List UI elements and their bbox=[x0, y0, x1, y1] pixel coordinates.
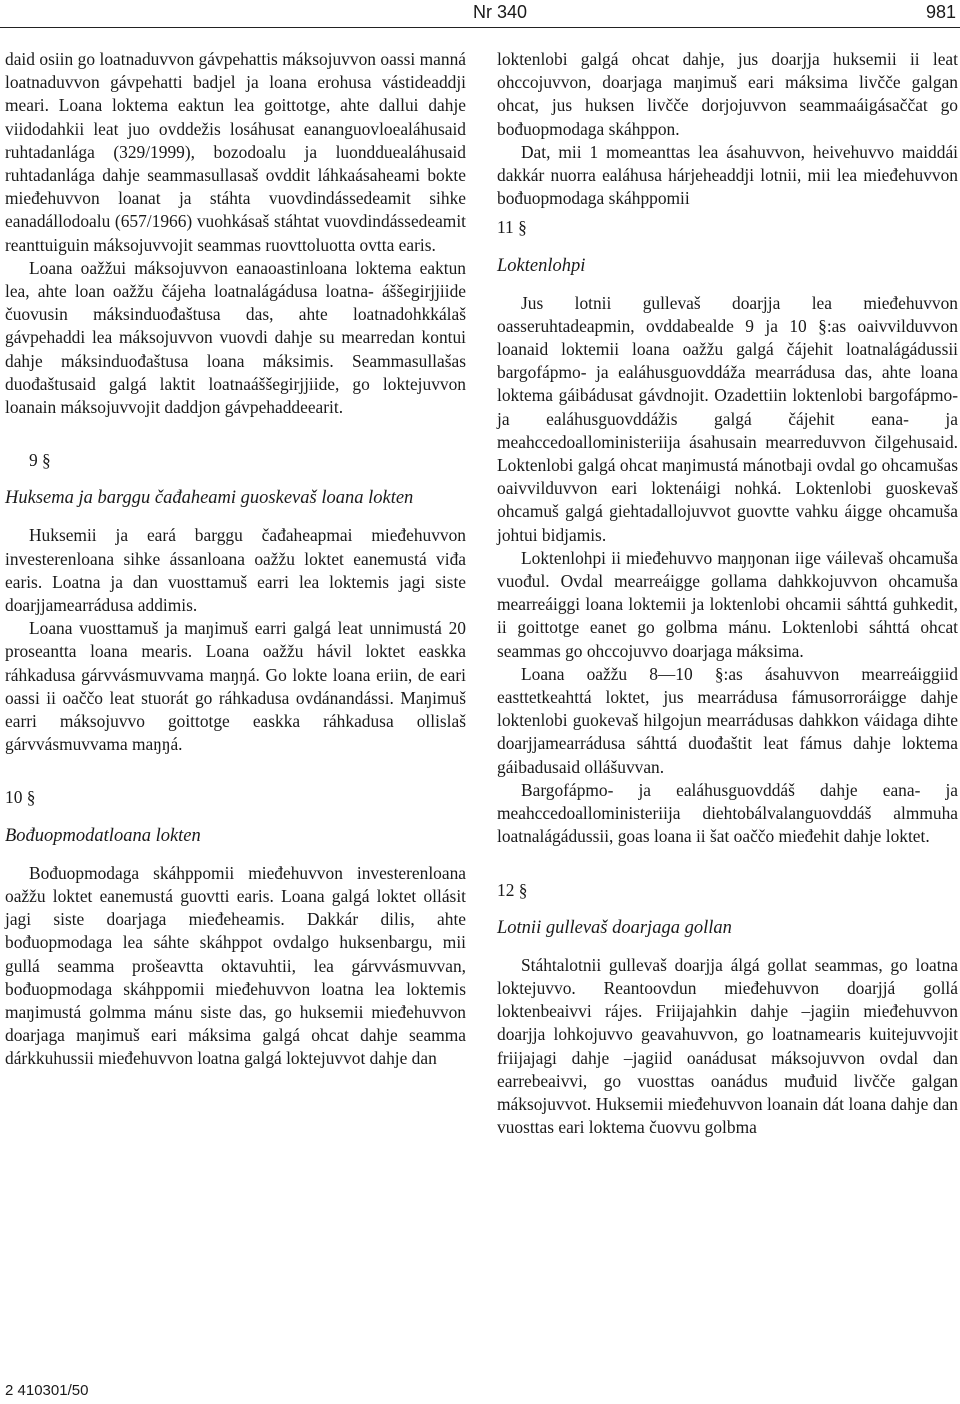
paragraph: Loana oažžu 8—10 §:as ásahuvvon mearreáiggiid easttetkeahttá loktet, jus mearrádusa fámusorroráigge dahje loktenlobi guokevaš hilgojun mearrádusas dahkkon váidaga dihte doarjjamearrádusa sáhttá duođaštit leat fámus dahje loktema gáibadusaid ollášuvvan. bbox=[497, 663, 958, 777]
paragraph: loktenlobi galgá ohcat dahje, jus doarjja huksemii ii leat ohccojuvvon, doarjaga maŋimuš eari máksima livčče galgan ohcat, jus huksen livčče dorjojuvvon seammaáigásaččat go bođuopmodaga skáhppon. bbox=[497, 49, 958, 139]
paragraph: Loktenlohpi ii mieđehuvvo maŋŋonan iige váilevaš ohcamuša vuođul. Ovdal mearreáigge gollama dahkkojuvvon ohcamuša mearreáiggi loana loktemii ja loktenlobi ohcamii sáhttá guhkedit, ii goittotge eanet go golbma mánu. Loktenlobi sáhttá ohcat seammas go ohccojuvvo doarjaga máksima. bbox=[497, 547, 958, 661]
issue-number: Nr 340 bbox=[472, 2, 528, 22]
paragraph: Dat, mii 1 momeanttas lea ásahuvvon, heivehuvvo maiddái dakkár nuorra ealáhusa hárjeheaddji lotnii, mii lea mieđehuvvon bođuopmodaga skáhppomii bbox=[497, 141, 958, 209]
paragraph: Stáhtalotnii gullevaš doarjja álgá gollat seammas, go loatna loktejuvvo. Reantoovdun mieđehuvvon doarjjá gollá loktenbeaivvi rájes. Friijajahkin dahje –jagiin mieđehuvvon doarjja lohkojuvvo geavahuvvon, go loatnamearis kuitejuvvojit friijajagi dahje –jagiid oanádusat máksojuvvon ovdal dan earrebeaivvi, go vuosttas oanádus muđuid livčče galgan máksojuvvot. Huksemii mieđehuvvon loanain dát loana dahje dan vuosttas eari loktema čuovvu golbma bbox=[497, 954, 958, 1138]
paragraph: Loana oažžui máksojuvvon eanaoastinloana loktema eaktun lea, ahte loan oažžu čájeha loatnalágádusa loatna- áššegirjjiide čuovusin máksinduođaštusa das, ahte loatnadohkkálaš gávpehaddi lea máksojuvvon vuovdi dahje su mearredan kontui dahje máksinduođaštusa loana máksimis. Seammasullašas duođaštusaid galgá laktit loatnaáššegirjjiide, go loktejuvvon loanain máksojuvvojit daddjon gávpehaddeearit. bbox=[5, 257, 466, 418]
paragraph: Bođuopmodaga skáhppomii mieđehuvvon investerenloana oažžu loktet eanemustá guovtti earis. Loana galgá loktet ollásit jagi siste doarjaga mieđeheamis. Dakkár dilis, ahte bođuopmodaga lea sáhte skáhppot ovdalgo huksenbargu, mii gullá seamma prošeavtta oktavuhtii, lea gárvvásmuvvan, bođuopmodaga skáhppomii mieđehuvvon loatna lea loktemis maŋimustá golmma mánu siste das, go huksemii mieđehuvvon doarjaga maŋimuš eari máksima galgá ohcat dahje seamma dárkkuhussii mieđehuvvon loatna galgá loktejuvvot dahje dan bbox=[5, 862, 466, 1069]
paragraph: Jus lotnii gullevaš doarjja lea mieđehuvvon oasseruhtadeapmin, ovddabealde 9 ja 10 §:as oaivvilduvvon loanaid loktemii loana oažžu galgá čájehit loatnalágádussii bargofápmo- ja ealáhusguovddáža mearrádusa das, ahte loana loktema gáibádusat gávdnojit. Ozadettiin loktenlobi bargofápmo- ja ealáhusguovddážis galgá čájehit eana- ja meahccedoalloministeriija ásahusain mearreduvvon čilgehusaid. Loktenlobi galgá ohcat maŋimustá mánotbaji ovdal go ohcamušas oaivvilduvvon eari loktenáigi nohká. Loktenlobi guoskevaš ohcamuš galgá giehtadallojuvvot guovtte vahku áigge ohcamuša johtui bidjamis. bbox=[497, 292, 958, 545]
footer-code: 2 410301/50 bbox=[5, 1382, 89, 1399]
paragraph: Huksemii ja eará barggu čađaheapmai mieđehuvvon investerenloana sihke ássanloana oažžu loktet eanemustá viđa earis. Loatna ja dan vuosttamuš earri lea loktemis jagi siste doarjjamearrádusa addimis. bbox=[5, 525, 466, 616]
section-number: 10 § bbox=[5, 787, 36, 808]
section-title: Lotnii gullevaš doarjaga gollan bbox=[497, 917, 732, 938]
header-rule bbox=[0, 27, 960, 28]
section-title: Loktenlohpi bbox=[497, 255, 586, 276]
right-column bbox=[497, 48, 958, 1139]
section-title: Bođuopmodatloana lokten bbox=[5, 825, 201, 846]
paragraph: Loana vuosttamuš ja maŋimuš earri galgá leat unnimustá 20 proseantta loana mearis. Loana oažžu hávil loktet easkka ráhkadusa gárvvásmuvvama maŋŋá. Go lokte loana eriin, de eari oassi ii oaččo leat stuorát go ráhkadusa ovdánandássi. Maŋimuš earri máksojuvvo goittotge easkka ráhkadusa ollislaš gárvvásmuvvama maŋŋá. bbox=[5, 618, 466, 755]
section-number: 12 § bbox=[497, 879, 528, 900]
left-column bbox=[5, 48, 466, 1071]
paragraph: Bargofápmo- ja ealáhusguovddáš dahje eana- ja meahccedoalloministeriija diehtobálvalanguovddáš almmuha loatnalágádussii, goas loana ii šat oaččo mieđehit dahje loktet. bbox=[497, 779, 958, 847]
page-number: 981 bbox=[925, 2, 956, 22]
paragraph: daid osiin go loatnaduvvon gávpehattis máksojuvvon oassi manná loatnaduvvon gávpehatti badjel ja loana erohusa vástideaddji meari. Loana loktema eaktun lea goittotge, ahte dallui dahje viidodahkii leat juo ovddežis losáhusat eananguovloealáhusaid ruhtadanlága (329/1999), bozodoalu ja luondduealáhusaid ruhtadanlága dahje seammasullasaš ovddit láhkaásaheami bokte mieđehuvvon loanat ja stáhta vuovdindássedeamit sihke eanadállodoalu (657/1966) vuohkásaš stáhtat vuovdindássedeamit reanttuiguin máksojuvvojit seammas ruovttoluotta ovtta earis. bbox=[5, 49, 466, 255]
section-number: 9 § bbox=[29, 450, 51, 471]
section-number: 11 § bbox=[497, 217, 527, 238]
section-title: Huksema ja barggu čađaheami guoskevaš loana lokten bbox=[5, 488, 414, 509]
